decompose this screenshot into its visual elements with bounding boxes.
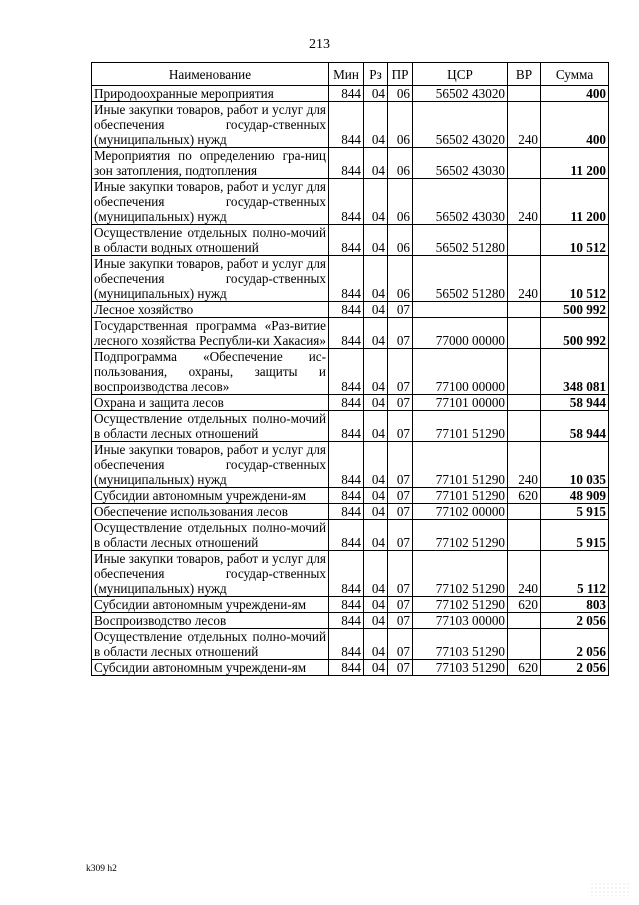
- cell-rz: 04: [364, 411, 388, 442]
- cell-rz: 04: [364, 488, 388, 504]
- cell-csr: 56502 43030: [413, 148, 508, 179]
- cell-rz: 04: [364, 86, 388, 102]
- cell-min: 844: [329, 504, 364, 520]
- cell-pr: 06: [388, 179, 413, 225]
- cell-csr: 56502 43030: [413, 179, 508, 225]
- table-row: [92, 395, 609, 411]
- cell-name: Иные закупки товаров, работ и услуг для обеспечения государ-ственных (муниципальных) нужд: [92, 442, 329, 488]
- table-header-row: [92, 63, 609, 86]
- cell-name: Иные закупки товаров, работ и услуг для обеспечения государ-ственных (муниципальных) нужд: [92, 256, 329, 302]
- table-row: [92, 349, 609, 395]
- cell-min: 844: [329, 225, 364, 256]
- cell-vr: 240: [508, 179, 541, 225]
- cell-sum: 2 056: [541, 660, 609, 676]
- cell-csr: 77103 51290: [413, 660, 508, 676]
- cell-pr: 07: [388, 660, 413, 676]
- cell-csr: 77100 00000: [413, 349, 508, 395]
- cell-sum: 10 035: [541, 442, 609, 488]
- table-row: [92, 86, 609, 102]
- cell-pr: 06: [388, 256, 413, 302]
- cell-sum: 11 200: [541, 179, 609, 225]
- cell-sum: 5 112: [541, 551, 609, 597]
- header-min: Мин: [329, 63, 364, 86]
- cell-vr: [508, 225, 541, 256]
- page-number: 213: [309, 37, 330, 52]
- cell-min: 844: [329, 148, 364, 179]
- cell-csr: 56502 51280: [413, 256, 508, 302]
- cell-name: Воспроизводство лесов: [92, 613, 329, 629]
- scan-noise: [590, 882, 630, 896]
- cell-pr: 07: [388, 395, 413, 411]
- cell-sum: 400: [541, 102, 609, 148]
- cell-name: Субсидии автономным учреждени-ям: [92, 597, 329, 613]
- cell-pr: 07: [388, 520, 413, 551]
- cell-sum: 11 200: [541, 148, 609, 179]
- header-sum: Сумма: [541, 63, 609, 86]
- cell-rz: 04: [364, 256, 388, 302]
- cell-vr: [508, 613, 541, 629]
- table-row: [92, 411, 609, 442]
- cell-csr: 77102 51290: [413, 551, 508, 597]
- cell-min: 844: [329, 86, 364, 102]
- cell-name: Иные закупки товаров, работ и услуг для обеспечения государ-ственных (муниципальных) нужд: [92, 102, 329, 148]
- cell-min: 844: [329, 179, 364, 225]
- cell-min: 844: [329, 520, 364, 551]
- cell-rz: 04: [364, 395, 388, 411]
- table-row: [92, 613, 609, 629]
- cell-name: Субсидии автономным учреждени-ям: [92, 488, 329, 504]
- cell-vr: [508, 504, 541, 520]
- cell-pr: 07: [388, 597, 413, 613]
- cell-csr: 77103 51290: [413, 629, 508, 660]
- cell-rz: 04: [364, 442, 388, 488]
- cell-pr: 07: [388, 551, 413, 597]
- cell-vr: 240: [508, 551, 541, 597]
- cell-rz: 04: [364, 225, 388, 256]
- cell-min: 844: [329, 256, 364, 302]
- table-row: [92, 179, 609, 225]
- cell-vr: [508, 395, 541, 411]
- table-row: [92, 302, 609, 318]
- table-row: [92, 597, 609, 613]
- cell-csr: 77102 51290: [413, 597, 508, 613]
- cell-rz: 04: [364, 349, 388, 395]
- cell-vr: [508, 318, 541, 349]
- cell-vr: 240: [508, 102, 541, 148]
- cell-sum: 400: [541, 86, 609, 102]
- cell-rz: 04: [364, 660, 388, 676]
- cell-csr: [413, 302, 508, 318]
- cell-csr: 77102 51290: [413, 520, 508, 551]
- cell-rz: 04: [364, 302, 388, 318]
- budget-table: [91, 62, 609, 676]
- cell-pr: 07: [388, 629, 413, 660]
- cell-vr: [508, 411, 541, 442]
- cell-pr: 07: [388, 488, 413, 504]
- cell-pr: 06: [388, 102, 413, 148]
- cell-min: 844: [329, 395, 364, 411]
- cell-csr: 77101 00000: [413, 395, 508, 411]
- footer-code: k309 h2: [86, 864, 117, 874]
- table-row: [92, 102, 609, 148]
- cell-sum: 10 512: [541, 225, 609, 256]
- cell-name: Подпрограмма «Обеспечение ис-пользования, охраны, защиты и воспроизводства лесов»: [92, 349, 329, 395]
- cell-min: 844: [329, 597, 364, 613]
- cell-min: 844: [329, 102, 364, 148]
- cell-name: Мероприятия по определению гра-ниц зон затопления, подтопления: [92, 148, 329, 179]
- cell-name: Иные закупки товаров, работ и услуг для обеспечения государ-ственных (муниципальных) нужд: [92, 551, 329, 597]
- cell-name: Природоохранные мероприятия: [92, 86, 329, 102]
- cell-csr: 56502 43020: [413, 102, 508, 148]
- table-row: [92, 318, 609, 349]
- header-name: Наименование: [92, 63, 329, 86]
- cell-rz: 04: [364, 504, 388, 520]
- cell-csr: 77000 00000: [413, 318, 508, 349]
- cell-min: 844: [329, 442, 364, 488]
- cell-sum: 2 056: [541, 613, 609, 629]
- cell-rz: 04: [364, 102, 388, 148]
- cell-vr: [508, 86, 541, 102]
- cell-rz: 04: [364, 179, 388, 225]
- cell-vr: 240: [508, 256, 541, 302]
- cell-vr: 620: [508, 597, 541, 613]
- cell-sum: 58 944: [541, 411, 609, 442]
- cell-sum: 5 915: [541, 520, 609, 551]
- table-row: [92, 256, 609, 302]
- cell-rz: 04: [364, 148, 388, 179]
- cell-csr: 77103 00000: [413, 613, 508, 629]
- cell-name: Осуществление отдельных полно-мочий в области водных отношений: [92, 225, 329, 256]
- cell-min: 844: [329, 318, 364, 349]
- cell-pr: 07: [388, 411, 413, 442]
- cell-name: Осуществление отдельных полно-мочий в области лесных отношений: [92, 520, 329, 551]
- cell-sum: 10 512: [541, 256, 609, 302]
- cell-sum: 2 056: [541, 629, 609, 660]
- cell-min: 844: [329, 349, 364, 395]
- cell-vr: [508, 148, 541, 179]
- cell-csr: 56502 43020: [413, 86, 508, 102]
- cell-min: 844: [329, 302, 364, 318]
- table-row: [92, 629, 609, 660]
- table-row: [92, 551, 609, 597]
- cell-rz: 04: [364, 613, 388, 629]
- cell-sum: 48 909: [541, 488, 609, 504]
- header-pr: ПР: [388, 63, 413, 86]
- table-row: [92, 504, 609, 520]
- header-vr: ВР: [508, 63, 541, 86]
- header-csr: ЦСР: [413, 63, 508, 86]
- cell-vr: [508, 302, 541, 318]
- cell-sum: 58 944: [541, 395, 609, 411]
- cell-sum: 500 992: [541, 318, 609, 349]
- cell-sum: 500 992: [541, 302, 609, 318]
- cell-min: 844: [329, 488, 364, 504]
- table-row: [92, 520, 609, 551]
- cell-min: 844: [329, 551, 364, 597]
- cell-min: 844: [329, 660, 364, 676]
- cell-csr: 77101 51290: [413, 442, 508, 488]
- header-rz: Рз: [364, 63, 388, 86]
- cell-pr: 07: [388, 318, 413, 349]
- cell-rz: 04: [364, 597, 388, 613]
- cell-sum: 803: [541, 597, 609, 613]
- cell-name: Осуществление отдельных полно-мочий в области лесных отношений: [92, 411, 329, 442]
- table-row: [92, 660, 609, 676]
- cell-min: 844: [329, 613, 364, 629]
- cell-pr: 07: [388, 442, 413, 488]
- cell-vr: [508, 349, 541, 395]
- cell-pr: 06: [388, 86, 413, 102]
- cell-rz: 04: [364, 520, 388, 551]
- cell-pr: 06: [388, 225, 413, 256]
- cell-rz: 04: [364, 551, 388, 597]
- cell-name: Субсидии автономным учреждени-ям: [92, 660, 329, 676]
- cell-name: Государственная программа «Раз-витие лесного хозяйства Республи-ки Хакасия»: [92, 318, 329, 349]
- cell-csr: 77101 51290: [413, 411, 508, 442]
- cell-csr: 56502 51280: [413, 225, 508, 256]
- table-row: [92, 488, 609, 504]
- table-row: [92, 225, 609, 256]
- cell-name: Обеспечение использования лесов: [92, 504, 329, 520]
- cell-min: 844: [329, 629, 364, 660]
- cell-pr: 07: [388, 302, 413, 318]
- cell-name: Охрана и защита лесов: [92, 395, 329, 411]
- cell-pr: 07: [388, 504, 413, 520]
- cell-sum: 5 915: [541, 504, 609, 520]
- cell-rz: 04: [364, 318, 388, 349]
- cell-min: 844: [329, 411, 364, 442]
- cell-csr: 77101 51290: [413, 488, 508, 504]
- cell-vr: 620: [508, 660, 541, 676]
- cell-pr: 06: [388, 148, 413, 179]
- cell-csr: 77102 00000: [413, 504, 508, 520]
- cell-vr: 240: [508, 442, 541, 488]
- cell-name: Осуществление отдельных полно-мочий в области лесных отношений: [92, 629, 329, 660]
- cell-rz: 04: [364, 629, 388, 660]
- cell-vr: [508, 520, 541, 551]
- cell-sum: 348 081: [541, 349, 609, 395]
- cell-pr: 07: [388, 349, 413, 395]
- cell-vr: [508, 629, 541, 660]
- cell-vr: 620: [508, 488, 541, 504]
- cell-name: Лесное хозяйство: [92, 302, 329, 318]
- table-row: [92, 148, 609, 179]
- cell-pr: 07: [388, 613, 413, 629]
- cell-name: Иные закупки товаров, работ и услуг для обеспечения государ-ственных (муниципальных) нужд: [92, 179, 329, 225]
- table-row: [92, 442, 609, 488]
